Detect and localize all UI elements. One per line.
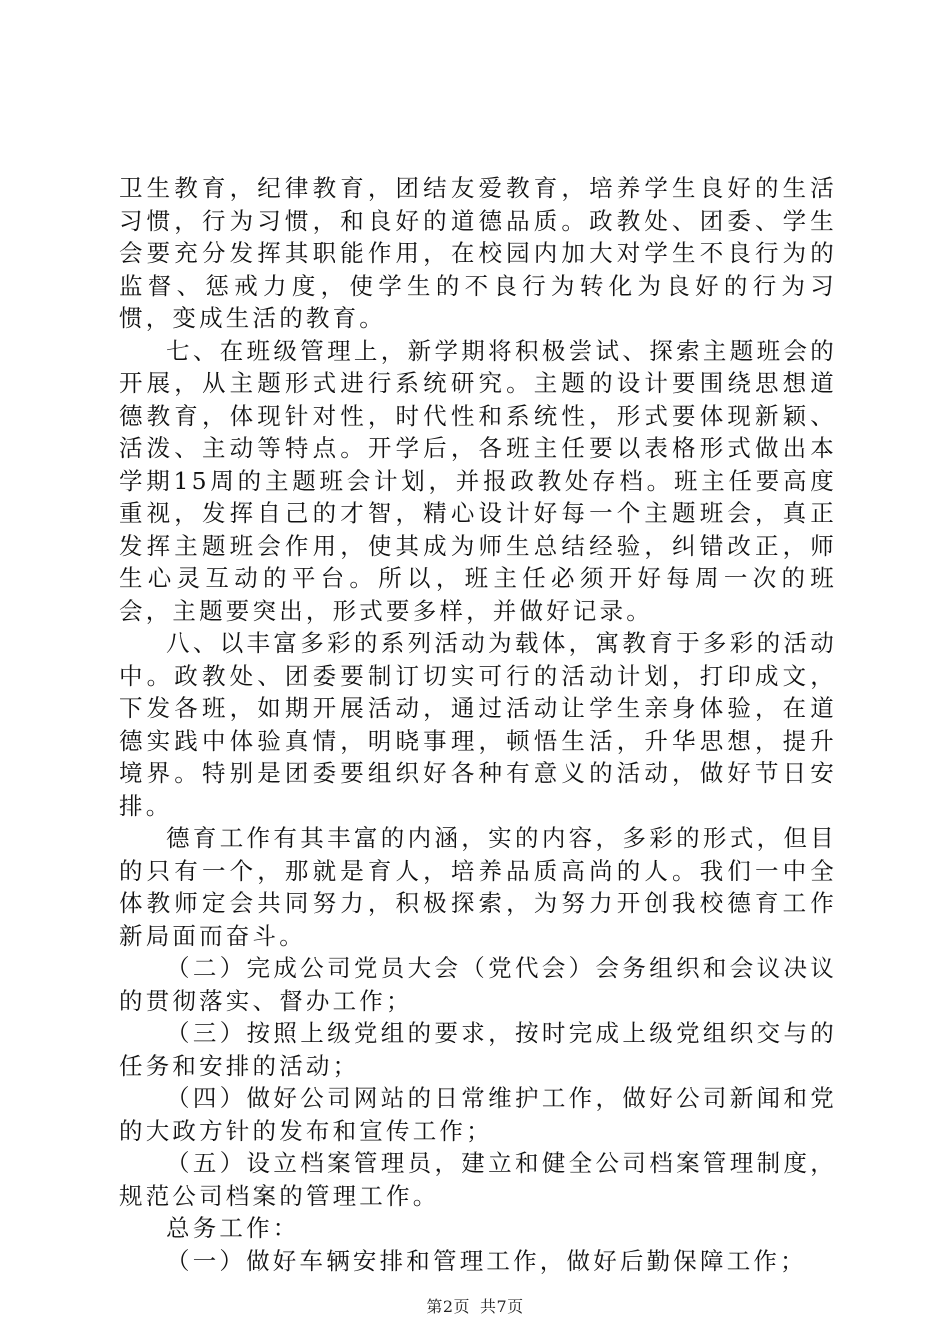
paragraph-hygiene-education: 卫生教育，纪律教育，团结友爱教育，培养学生良好的生活习惯，行为习惯，和良好的道德品质。政教处、团委、学生会要充分发挥其职能作用，在校园内加大对学生不良行为的监督、惩戒力度，使学生的不良行为转化为良好的行为习惯，变成生活的教育。 (119, 174, 837, 332)
page-footer (0, 1297, 950, 1317)
paragraph-activities: 八、以丰富多彩的系列活动为载体，寓教育于多彩的活动中。政教处、团委要制订切实可行的活动计划，打印成文，下发各班，如期开展活动，通过活动让学生亲身体验，在道德实践中体验真情，明晓事理，顿悟生活，升华思想，提升境界。特别是团委要组织好各种有意义的活动，做好节日安排。 (119, 629, 837, 820)
document-body (119, 172, 837, 1277)
paragraph-class-management: 七、在班级管理上，新学期将积极尝试、探索主题班会的开展，从主题形式进行系统研究。主题的设计要围绕思想道德教育，体现针对性，时代性和系统性，形式要体现新颖、活泼、主动等特点。开学后，各班主任要以表格形式做出本学期15周的主题班会计划，并报政教处存档。班主任要高度重视，发挥自己的才智，精心设计好每一个主题班会，真正发挥主题班会作用，使其成为师生总结经验，纠错改正，师生心灵互动的平台。所以，班主任必须开好每周一次的班会，主题要突出，形式要多样，并做好记录。 (119, 336, 837, 625)
paragraph-item-3: （三）按照上级党组的要求，按时完成上级党组织交与的任务和安排的活动； (119, 1019, 837, 1080)
page-number: 第2页 (426, 1297, 470, 1316)
paragraph-item-4: （四）做好公司网站的日常维护工作，做好公司新闻和党的大政方针的发布和宣传工作； (119, 1084, 837, 1145)
paragraph-general-affairs-item-1: （一）做好车辆安排和管理工作，做好后勤保障工作； (166, 1246, 807, 1275)
paragraph-item-2: （二）完成公司党员大会（党代会）会务组织和会议决议的贯彻落实、督办工作； (119, 954, 837, 1015)
page-total: 共7页 (480, 1297, 524, 1316)
paragraph-item-5: （五）设立档案管理员，建立和健全公司档案管理制度，规范公司档案的管理工作。 (119, 1149, 837, 1210)
section-heading-general-affairs: 总务工作： (166, 1214, 300, 1242)
paragraph-moral-education-summary: 德育工作有其丰富的内涵，实的内容，多彩的形式，但目的只有一个，那就是育人，培养品质高尚的人。我们一中全体教师定会共同努力，积极探索，为努力开创我校德育工作新局面而奋斗。 (119, 824, 837, 950)
